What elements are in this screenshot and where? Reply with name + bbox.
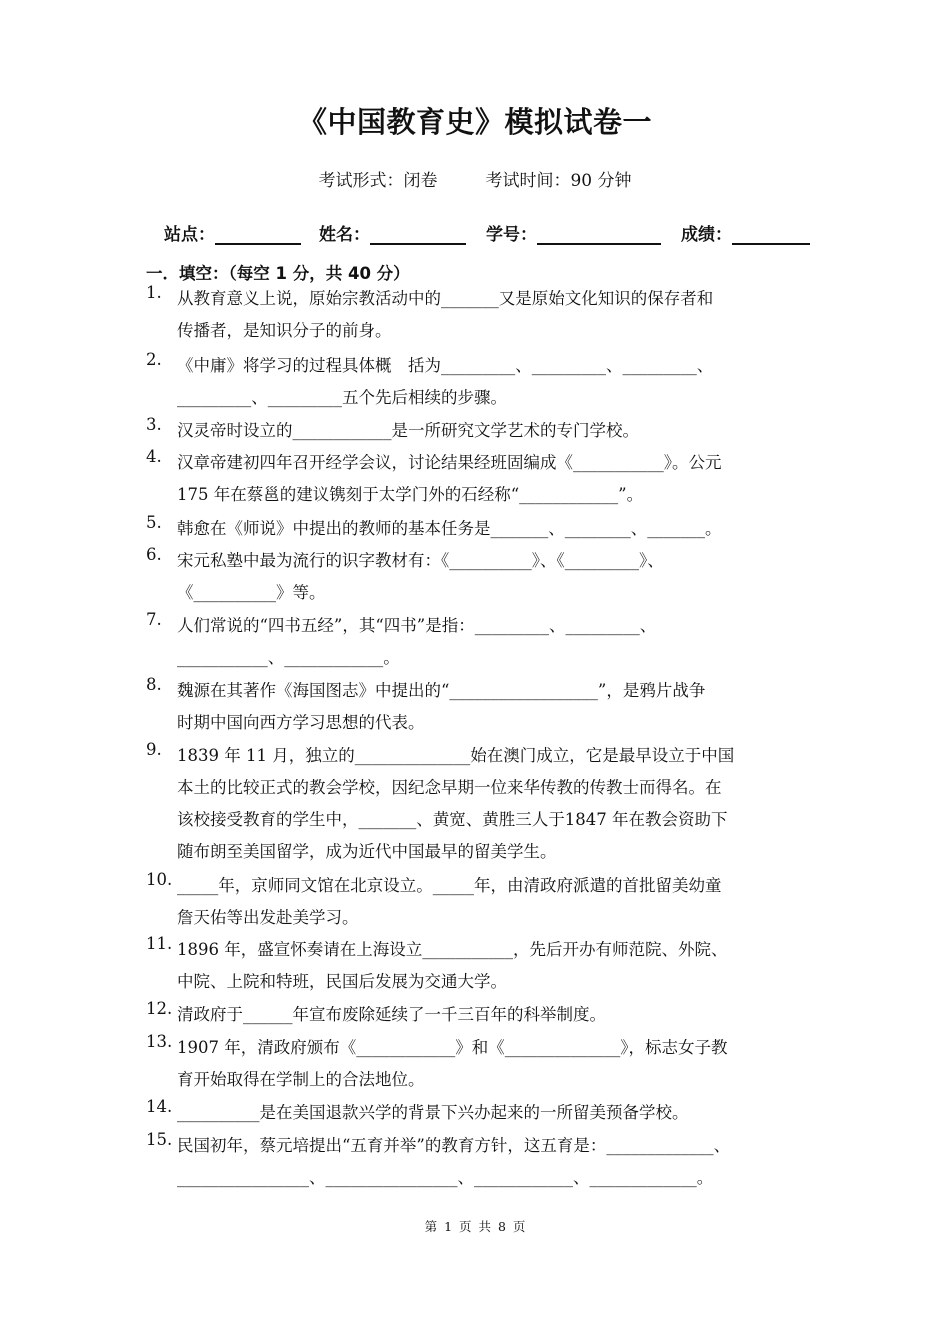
question-text: __________是在美国退款兴学的背景下兴办起来的一所留美预备学校。 bbox=[177, 1103, 689, 1122]
question-number: 15. bbox=[146, 1130, 173, 1149]
score-blank[interactable] bbox=[732, 223, 810, 245]
question-text: 汉灵帝时设立的____________是一所研究文学艺术的专门学校。 bbox=[177, 421, 639, 440]
exam-time: 考试时间：90 分钟 bbox=[485, 171, 632, 191]
name-label: 姓名： bbox=[319, 225, 370, 245]
station-label: 站点： bbox=[164, 225, 215, 245]
question-text: 1896 年，盛宣怀奏请在上海设立___________，先后开办有师范院、外院、 中院、上院和特班，民国后发展为交通大学。 bbox=[177, 940, 728, 991]
question-text: 1839 年 11 月，独立的______________始在澳门成立，它是最早设立于中国 本土的比较正式的教会学校，因纪念早期一位来华传教的传教士而得名。在 该校接受教育的学生中，_______、黄宽、黄胜三人于1847 年在教会资助下 随布朗至美国留学，成为近代中国最早的留美学生。 bbox=[177, 746, 735, 861]
exam-title: 《中国教育史》模拟试卷一 bbox=[297, 105, 652, 139]
question-text: 1907 年，清政府颁布《____________》和《______________》，标志女子教 育开始取得在学制上的合法地位。 bbox=[177, 1038, 728, 1089]
question-text: 清政府于______年宣布废除延续了一千三百年的科举制度。 bbox=[177, 1005, 606, 1024]
question-number: 12. bbox=[146, 999, 173, 1018]
exam-info bbox=[0, 166, 950, 191]
question-text: 韩愈在《师说》中提出的教师的基本任务是_______、________、_______。 bbox=[177, 519, 722, 538]
question-number: 9. bbox=[146, 740, 162, 759]
question-number: 3. bbox=[146, 415, 162, 434]
question-text: 从教育意义上说，原始宗教活动中的_______又是原始文化知识的保存者和 传播者，是知识分子的前身。 bbox=[177, 289, 714, 340]
question-number: 10. bbox=[146, 870, 173, 889]
question-text: 宋元私塾中最为流行的识字教材有：《__________》、《_________》、 《__________》等。 bbox=[177, 551, 664, 602]
question-number: 1. bbox=[146, 283, 162, 302]
student-id-label: 学号： bbox=[486, 225, 537, 245]
page-footer: 第 1 页 共 8 页 bbox=[424, 1219, 526, 1234]
score-label: 成绩： bbox=[681, 225, 732, 245]
question-number: 5. bbox=[146, 513, 162, 532]
student-info-row bbox=[164, 220, 814, 246]
question-number: 4. bbox=[146, 447, 162, 466]
station-field bbox=[164, 220, 301, 245]
question-number: 2. bbox=[146, 350, 162, 369]
exam-form: 考试形式：闭卷 bbox=[318, 171, 438, 191]
question-text: _____年，京师同文馆在北京设立。_____年，由清政府派遣的首批留美幼童 詹天佑等出发赴美学习。 bbox=[177, 876, 722, 927]
name-field bbox=[319, 220, 466, 245]
score-field bbox=[681, 220, 810, 245]
question-text: 人们常说的“四书五经”，其“四书”是指：_________、_________、 ___________、____________。 bbox=[177, 616, 657, 667]
question-text: 《中庸》将学习的过程具体概 括为_________、_________、_________、 _________、_________五个先后相续的步骤。 bbox=[177, 356, 714, 407]
question-text: 民国初年，蔡元培提出“五育并举”的教育方针，这五育是：_____________、 ________________、________________、____________、_____________。 bbox=[177, 1136, 731, 1187]
student-id-blank[interactable] bbox=[537, 223, 661, 245]
question-number: 13. bbox=[146, 1032, 173, 1051]
station-blank[interactable] bbox=[215, 223, 301, 245]
question-number: 7. bbox=[146, 610, 162, 629]
question-text: 汉章帝建初四年召开经学会议，讨论结果经班固编成《___________》。公元 175 年在蔡邕的建议镌刻于太学门外的石经称“____________”。 bbox=[177, 453, 722, 504]
section-title: 一．填空：（每空 1 分，共 40 分） bbox=[146, 264, 410, 283]
question-number: 6. bbox=[146, 545, 162, 564]
question-number: 14. bbox=[146, 1097, 173, 1116]
question-text: 魏源在其著作《海国图志》中提出的“__________________”，是鸦片战争 时期中国向西方学习思想的代表。 bbox=[177, 681, 706, 732]
name-blank[interactable] bbox=[370, 223, 466, 245]
question-number: 11. bbox=[146, 934, 173, 953]
question-number: 8. bbox=[146, 675, 162, 694]
student-id-field bbox=[486, 220, 661, 245]
